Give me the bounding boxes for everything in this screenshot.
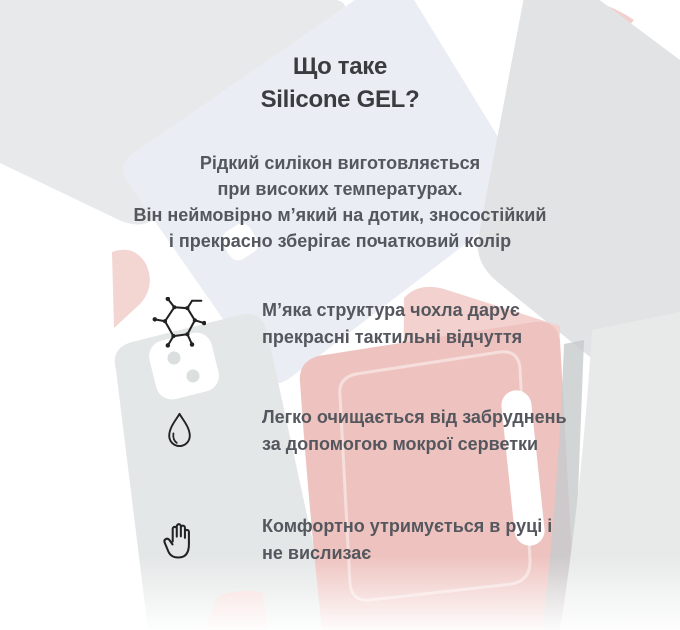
hand-icon <box>150 520 208 561</box>
feature-line: за допомогою мокрої серветки <box>262 434 539 454</box>
feature-text <box>262 404 567 458</box>
intro-line: Рідкий силікон виготовляється <box>199 153 481 173</box>
molecule-icon <box>150 297 208 351</box>
droplet-icon <box>150 411 208 451</box>
intro-line: Він неймовірно м’який на дотик, зносостійкий <box>133 205 547 225</box>
feature-line: не вислизає <box>262 543 372 563</box>
feature-line: Комфортно утримується в руці і <box>262 516 553 536</box>
feature-row-soft-structure <box>150 297 580 351</box>
intro-line: і прекрасно зберігає початковий колір <box>168 231 512 251</box>
feature-line: Легко очищається від забруднень <box>262 407 567 427</box>
feature-row-comfort-grip <box>150 513 580 567</box>
feature-line: М’яка структура чохла дарує <box>262 300 520 320</box>
title-line-1: Що таке <box>292 53 388 80</box>
title-line-2: Silicone GEL? <box>260 86 420 113</box>
page-title <box>0 50 680 116</box>
intro-line: при високих температурах. <box>217 179 463 199</box>
feature-text <box>262 297 522 351</box>
feature-text <box>262 513 552 567</box>
bottom-fade <box>0 556 680 630</box>
feature-line: прекрасні тактильні відчуття <box>262 327 523 347</box>
intro-paragraph <box>0 150 680 254</box>
feature-row-easy-clean <box>150 404 580 458</box>
